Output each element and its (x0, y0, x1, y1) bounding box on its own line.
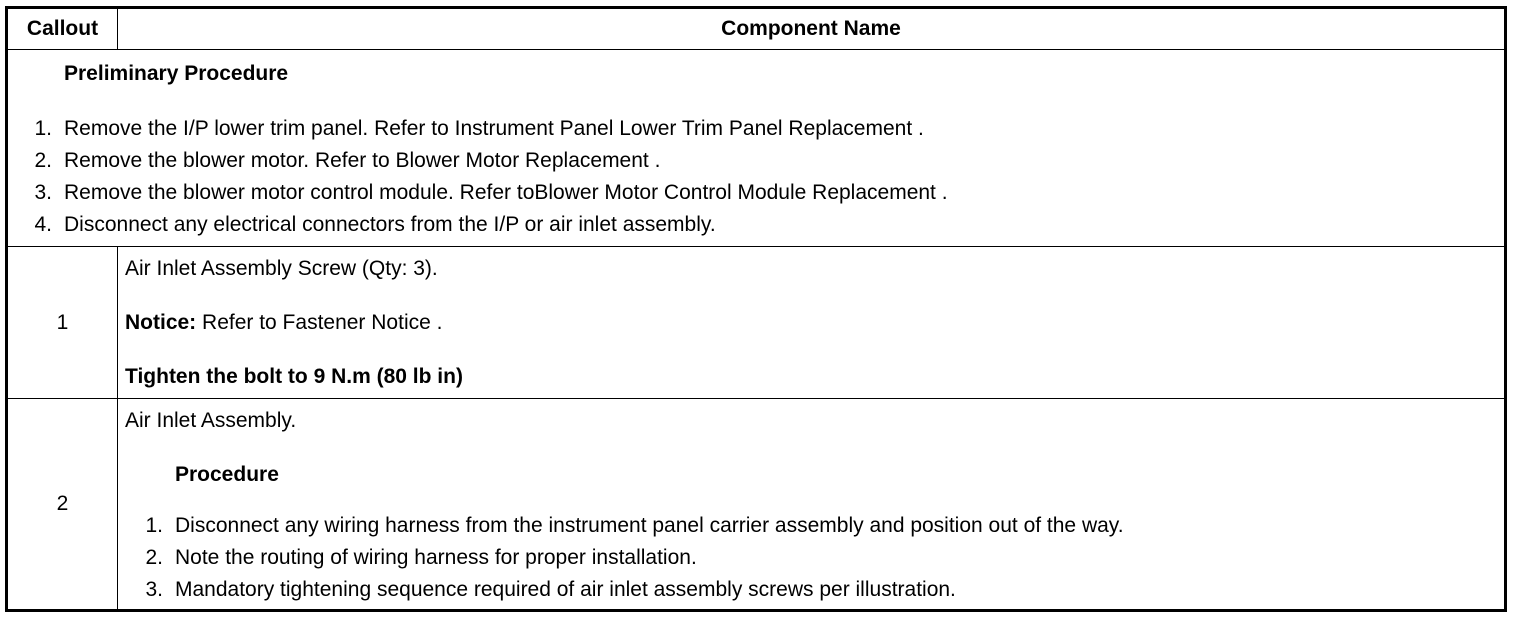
step-number: 4. (34, 213, 52, 236)
list-item (125, 542, 1504, 574)
component-description (118, 247, 1506, 399)
preliminary-cell (7, 50, 1506, 247)
step-text: Note the routing of wiring harness for proper installation. (175, 546, 697, 569)
step-number: 1. (34, 117, 52, 140)
list-item (125, 510, 1504, 542)
notice-text: Refer to Fastener Notice . (196, 311, 443, 334)
component-description (118, 399, 1506, 611)
component-name-header: Component Name (118, 8, 1506, 50)
step-text: Mandatory tightening sequence required of air inlet assembly screws per illustration. (175, 578, 956, 601)
step-number: 2. (34, 149, 52, 172)
procedure-steps (125, 510, 1504, 606)
component-name: Air Inlet Assembly Screw (Qty: 3). (125, 257, 438, 280)
header-row (7, 8, 1506, 50)
list-item (125, 574, 1504, 606)
step-number: 2. (145, 546, 163, 569)
list-item (8, 177, 1504, 209)
step-number: 1. (145, 514, 163, 537)
preliminary-title: Preliminary Procedure (64, 62, 289, 85)
table-row (7, 247, 1506, 399)
callout-number: 1 (7, 247, 118, 399)
notice-line (125, 311, 1504, 335)
step-text: Remove the blower motor control module. Refer toBlower Motor Control Module Replacement . (64, 181, 948, 204)
step-number: 3. (145, 578, 163, 601)
step-text: Remove the blower motor. Refer to Blower Motor Replacement . (64, 149, 661, 172)
table-row (7, 399, 1506, 611)
callout-header: Callout (7, 8, 118, 50)
list-item (8, 209, 1504, 241)
procedure-title: Procedure (175, 463, 279, 486)
step-number: 3. (34, 181, 52, 204)
component-name: Air Inlet Assembly. (125, 409, 297, 432)
component-table (5, 6, 1507, 612)
step-text: Disconnect any electrical connectors from the I/P or air inlet assembly. (64, 213, 716, 236)
preliminary-row (7, 50, 1506, 247)
callout-number: 2 (7, 399, 118, 611)
list-item (8, 113, 1504, 145)
step-text: Disconnect any wiring harness from the instrument panel carrier assembly and position out of the way. (175, 514, 1124, 537)
list-item (8, 145, 1504, 177)
notice-label: Notice: (125, 311, 197, 334)
step-text: Remove the I/P lower trim panel. Refer to Instrument Panel Lower Trim Panel Replacement . (64, 117, 924, 140)
torque-spec: Tighten the bolt to 9 N.m (80 lb in) (125, 365, 463, 388)
preliminary-steps (8, 113, 1504, 241)
